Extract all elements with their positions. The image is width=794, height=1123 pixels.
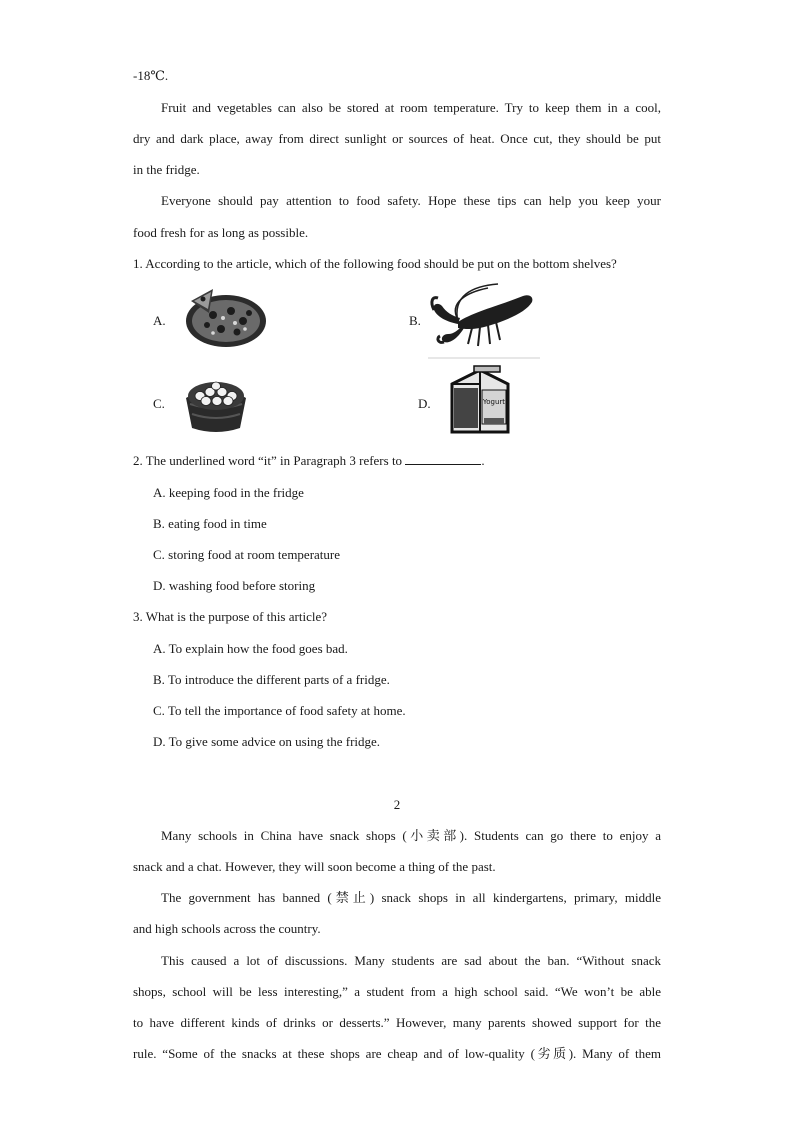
passage-number: 2 [393,797,401,812]
question-2-stem-text: 2. The underlined word “it” in Paragraph 3 refers to [133,453,406,468]
option-b-label: B. [409,313,421,328]
q2-option-a: A. keeping food in the fridge [153,485,304,500]
q2-option-b: B. eating food in time [153,516,267,531]
carton-label: Yogurt [482,398,506,406]
paragraph-line: Many schools in China have snack shops (小卖部). Students can go there to enjoy a [161,828,661,843]
paragraph-line: Fruit and vegetables can also be stored at room temperature. Try to keep them in a cool, [161,100,661,115]
q3-option-b: B. To introduce the different parts of a fridge. [153,672,390,687]
q2-option-c: C. storing food at room temperature [153,547,341,562]
paragraph-line: to have different kinds of drinks or desserts.” However, many parents showed support for the [133,1015,661,1030]
paragraph-line: dry and dark place, away from direct sunlight or sources of heat. Once cut, they should be put [133,131,661,146]
paragraph-line: The government has banned (禁止) snack shops in all kindergartens, primary, middle [161,890,661,905]
egg-basket-icon [180,370,252,436]
paragraph-line: rule. “Some of the snacks at these shops are cheap and of low-quality (劣质). Many of them [133,1046,661,1061]
q3-option-a: A. To explain how the food goes bad. [153,641,348,656]
q2-option-d: D. washing food before storing [153,578,316,593]
option-a-label: A. [153,313,166,328]
question-2-stem [133,453,661,469]
answer-blank [405,453,481,465]
pizza-icon [183,285,269,351]
yogurt-carton-icon [444,364,516,438]
option-d-label: D. [418,396,431,411]
q3-option-d: D. To give some advice on using the fridge. [153,734,381,749]
paragraph-line: food fresh for as long as possible. [133,225,309,240]
paragraph-line: and high schools across the country. [133,921,321,936]
q3-option-c: C. To tell the importance of food safety at home. [153,703,406,718]
paragraph-line: snack and a chat. However, they will soon become a thing of the past. [133,859,496,874]
lobster-icon [428,282,540,360]
paragraph-line: This caused a lot of discussions. Many students are sad about the ban. “Without snack [161,953,661,968]
paragraph-line: shops, school will be less interesting,” a student from a high school said. “We won’t be able [133,984,661,999]
question-3-stem: 3. What is the purpose of this article? [133,609,327,624]
paragraph-line: in the fridge. [133,162,200,177]
question-1-stem: 1. According to the article, which of the following food should be put on the bottom shelves? [133,256,617,271]
option-c-label: C. [153,396,165,411]
paragraph-line: Everyone should pay attention to food safety. Hope these tips can help you keep your [161,193,661,208]
temperature-line: -18℃. [133,68,169,83]
question-2-stem-end: . [481,453,485,468]
